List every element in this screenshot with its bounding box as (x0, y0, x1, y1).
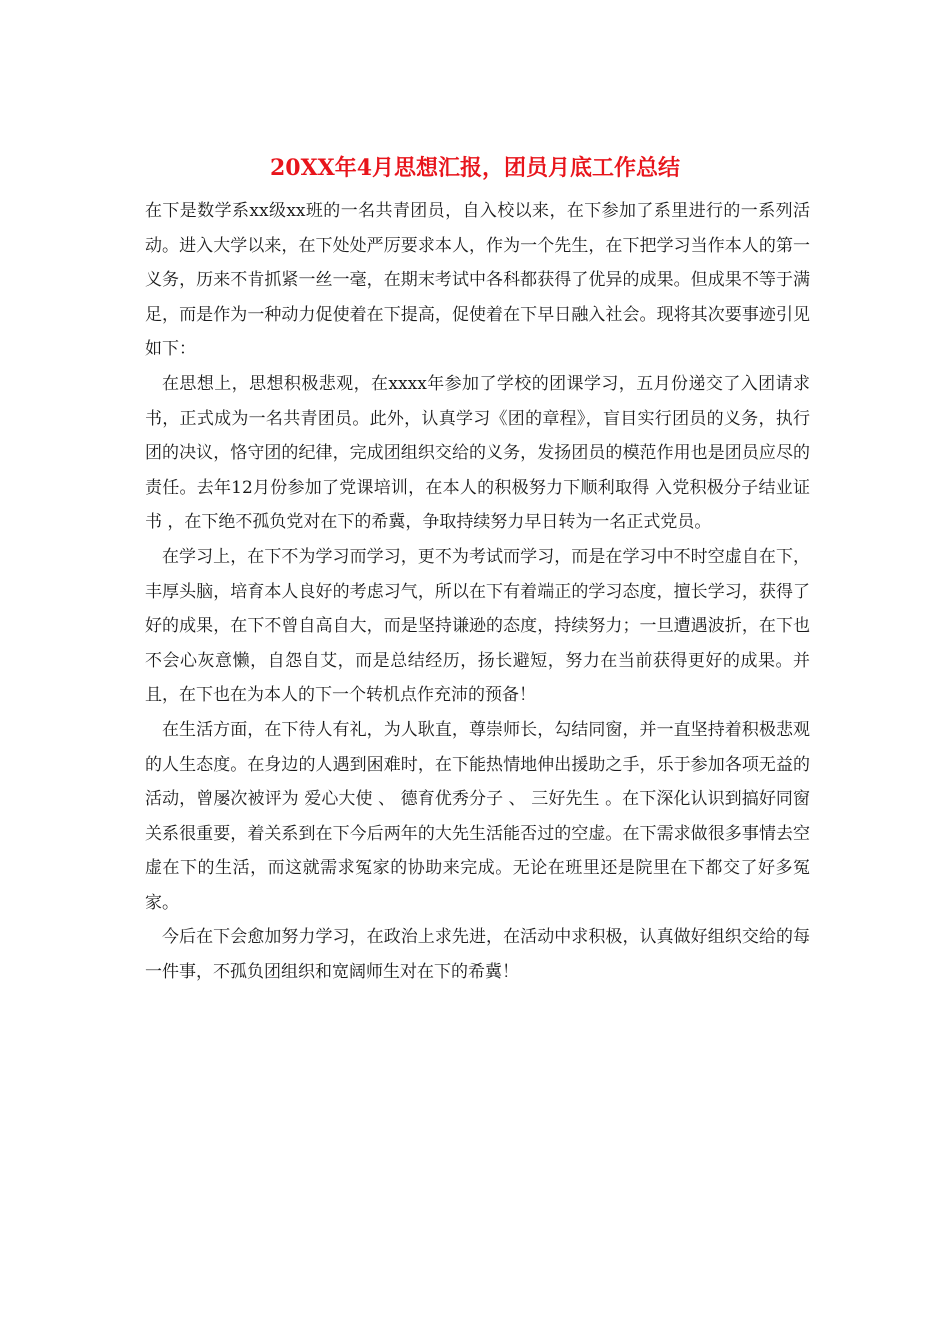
paragraph-thought: 在思想上，思想积极悲观，在xxxx年参加了学校的团课学习，五月份递交了入团请求书，正式成为一名共青团员。此外，认真学习《团的章程》，盲目实行团员的义务，执行团的决议，恪守团的纪律，完成团组织交给的义务，发扬团员的模范作用也是团员应尽的责任。去年12月份参加了党课培训，在本人的积极努力下顺利取得 入党积极分子结业证书 ，在下绝不孤负党对在下的希冀，争取持续努力早日转为一名正式党员。 (145, 373, 810, 533)
paragraph-future: 今后在下会愈加努力学习，在政治上求先进，在活动中求积极，认真做好组织交给的每一件事，不孤负团组织和宽阔师生对在下的希冀！ (145, 927, 810, 983)
paragraph-life: 在生活方面，在下待人有礼，为人耿直，尊崇师长，勾结同窗，并一直坚持着积极悲观的人生态度。在身边的人遇到困难时，在下能热情地伸出援助之手，乐于参加各项无益的活动，曾屡次被评为 爱心大使 、 德育优秀分子 、 三好先生 。在下深化认识到搞好同窗关系很重要，着关系到在下今后两年的大先生活能否过的空虚。在下需求做很多事情去空虚在下的生活，而这就需求冤家的协助来完成。无论在班里还是院里在下都交了好多冤家。 (145, 719, 810, 913)
paragraph-study: 在学习上，在下不为学习而学习，更不为考试而学习，而是在学习中不时空虚自在下，丰厚头脑，培育本人良好的考虑习气，所以在下有着端正的学习态度，擅长学习，获得了好的成果，在下不曾自高自大，而是坚持谦逊的态度，持续努力；一旦遭遇波折，在下也不会心灰意懒，自怨自艾，而是总结经历，扬长避短，努力在当前获得更好的成果。并且，在下也在为本人的下一个转机点作充沛的预备！ (145, 546, 810, 706)
document-title: 20XX年4月思想汇报，团员月底工作总结 (269, 155, 681, 181)
document-body (145, 194, 810, 990)
paragraph-intro: 在下是数学系xx级xx班的一名共青团员，自入校以来，在下参加了系里进行的一系列活动。进入大学以来，在下处处严厉要求本人，作为一个先生，在下把学习当作本人的第一义务，历来不肯抓紧一丝一毫，在期末考试中各科都获得了优异的成果。但成果不等于满足，而是作为一种动力促使着在下提高，促使着在下早日融入社会。现将其次要事迹引见如下： (145, 201, 810, 360)
